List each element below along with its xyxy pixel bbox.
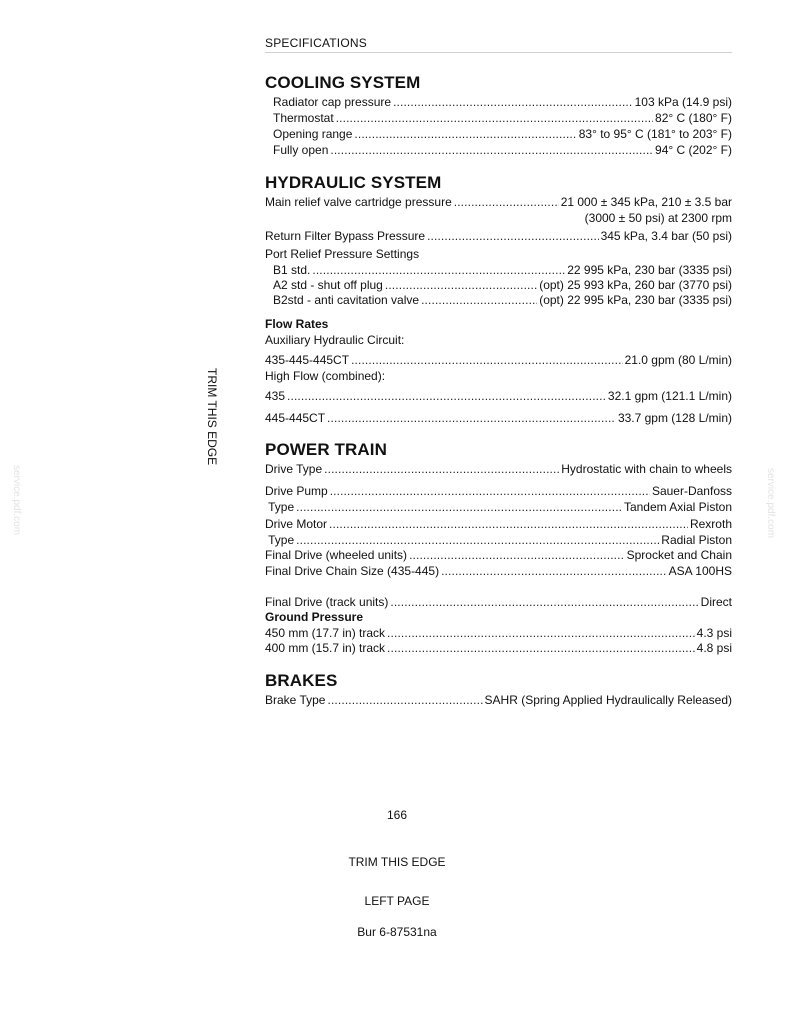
spec-label: 435-445-445CT [265, 353, 350, 367]
dot-leader [296, 500, 622, 514]
spec-value: 22 995 kPa, 230 bar (3335 psi) [567, 263, 732, 277]
spec-label: Type [265, 500, 295, 514]
spec-label: Final Drive (track units) [265, 595, 389, 609]
spec-value: 33.7 gpm (128 L/min) [617, 411, 732, 425]
spec-value: ASA 100HS [668, 564, 732, 578]
dot-leader [385, 278, 537, 292]
dot-leader [296, 533, 659, 547]
spec-value: SAHR (Spring Applied Hydraulically Released) [484, 693, 732, 707]
spec-label: 400 mm (15.7 in) track [265, 641, 386, 655]
spec-row-brake-type [265, 693, 732, 707]
spec-row-final-drive-track [265, 595, 732, 609]
spec-label: B1 std. [273, 263, 311, 277]
hydraulic-system-heading: HYDRAULIC SYSTEM [265, 173, 442, 192]
dot-leader [441, 564, 667, 578]
spec-value: 103 kPa (14.9 psi) [634, 95, 732, 109]
spec-value: 82° C (180° F) [655, 111, 732, 125]
spec-row-drive-type [265, 462, 732, 476]
dot-leader [409, 548, 625, 562]
spec-row-drive-motor-type [265, 533, 732, 547]
dot-leader [390, 595, 698, 609]
spec-value: (opt) 22 995 kPa, 230 bar (3335 psi) [539, 293, 732, 307]
spec-label: Type [265, 533, 295, 547]
spec-row-ground-pressure-400 [265, 641, 732, 655]
spec-row-port-relief-b1 [273, 263, 732, 277]
dot-leader [312, 263, 565, 277]
spec-label: Return Filter Bypass Pressure [265, 229, 426, 243]
spec-label: Brake Type [265, 693, 326, 707]
dot-leader [421, 293, 537, 307]
spec-value: (opt) 25 993 kPa, 260 bar (3770 psi) [539, 278, 732, 292]
spec-row-drive-pump [265, 484, 732, 498]
spec-label: Final Drive Chain Size (435-445) [265, 564, 440, 578]
spec-value: Sauer-Danfoss [651, 484, 732, 498]
power-train-heading: POWER TRAIN [265, 440, 387, 459]
dot-leader [454, 195, 559, 209]
spec-label: 435 [265, 389, 286, 403]
spec-value: Tandem Axial Piston [623, 500, 732, 514]
spec-label: Opening range [273, 127, 353, 141]
spec-label: Main relief valve cartridge pressure [265, 195, 452, 209]
dot-leader [329, 517, 688, 531]
cooling-system-heading: COOLING SYSTEM [265, 73, 421, 92]
aux-circuit-heading: Auxiliary Hydraulic Circuit: [265, 333, 405, 347]
spec-label: B2std - anti cavitation valve [273, 293, 420, 307]
spec-label: 450 mm (17.7 in) track [265, 626, 386, 640]
spec-row-port-relief-a2 [273, 278, 732, 292]
spec-value: 345 kPa, 3.4 bar (50 psi) [600, 229, 732, 243]
spec-label: Drive Type [265, 462, 323, 476]
trim-note: TRIM THIS EDGE [348, 855, 446, 869]
brakes-heading: BRAKES [265, 671, 338, 690]
spec-value: Rexroth [689, 517, 732, 531]
dot-leader [427, 229, 599, 243]
spec-label: Drive Motor [265, 517, 328, 531]
spec-value: 4.3 psi [696, 626, 732, 640]
spec-value: Direct [700, 595, 732, 609]
spec-row-final-drive-wheeled [265, 548, 732, 562]
doc-code: Bur 6-87531na [357, 925, 437, 939]
spec-row-chain-size [265, 564, 732, 578]
page-side-note: LEFT PAGE [364, 894, 430, 908]
dot-leader [351, 353, 623, 367]
spec-row-drive-motor [265, 517, 732, 531]
spec-row-thermostat [273, 111, 732, 125]
spec-value: 21 000 ± 345 kPa, 210 ± 3.5 bar [560, 195, 732, 209]
spec-value-continuation: (3000 ± 50 psi) at 2300 rpm [584, 211, 732, 225]
spec-value: Sprocket and Chain [626, 548, 732, 562]
spec-label: 445-445CT [265, 411, 326, 425]
flow-rates-heading: Flow Rates [265, 317, 329, 331]
high-flow-heading: High Flow (combined): [265, 369, 386, 383]
watermark-right: service.pdf.com [765, 468, 776, 539]
spec-value: 94° C (202° F) [655, 143, 732, 157]
page-number: 166 [386, 808, 408, 822]
spec-row-port-relief-b2 [273, 293, 732, 307]
watermark-left: service.pdf.com [11, 465, 22, 536]
spec-value: 21.0 gpm (80 L/min) [624, 353, 732, 367]
dot-leader [336, 111, 653, 125]
spec-row-main-relief [265, 195, 732, 209]
spec-label: Radiator cap pressure [273, 95, 392, 109]
spec-label: Thermostat [273, 111, 334, 125]
spec-value: 4.8 psi [696, 641, 732, 655]
dot-leader [330, 484, 650, 498]
spec-row-high-flow-435 [265, 389, 732, 403]
dot-leader [327, 693, 482, 707]
spec-row-radiator-cap [273, 95, 732, 109]
spec-label: Final Drive (wheeled units) [265, 548, 408, 562]
spec-row-return-filter [265, 229, 732, 243]
spec-label: Drive Pump [265, 484, 328, 498]
dot-leader [327, 411, 616, 425]
spec-row-aux-flow [265, 353, 732, 367]
spec-label: Fully open [273, 143, 329, 157]
spec-value: Radial Piston [661, 533, 732, 547]
dot-leader [354, 127, 576, 141]
spec-value: 32.1 gpm (121.1 L/min) [607, 389, 732, 403]
spec-value: Hydrostatic with chain to wheels [561, 462, 732, 476]
dot-leader [393, 95, 633, 109]
dot-leader [330, 143, 653, 157]
header-rule [265, 52, 732, 53]
spec-row-high-flow-445 [265, 411, 732, 425]
spec-row-fully-open [273, 143, 732, 157]
running-head: SPECIFICATIONS [265, 36, 367, 50]
spec-label: A2 std - shut off plug [273, 278, 383, 292]
spec-value: 83° to 95° C (181° to 203° F) [578, 127, 732, 141]
dot-leader [387, 626, 695, 640]
spec-row-ground-pressure-450 [265, 626, 732, 640]
dot-leader [324, 462, 559, 476]
spec-row-opening-range [273, 127, 732, 141]
dot-leader [387, 641, 695, 655]
dot-leader [287, 389, 606, 403]
vertical-trim-note: TRIM THIS EDGE [205, 368, 219, 466]
port-relief-heading: Port Relief Pressure Settings [265, 247, 420, 261]
ground-pressure-heading: Ground Pressure [265, 610, 364, 624]
spec-row-drive-pump-type [265, 500, 732, 514]
